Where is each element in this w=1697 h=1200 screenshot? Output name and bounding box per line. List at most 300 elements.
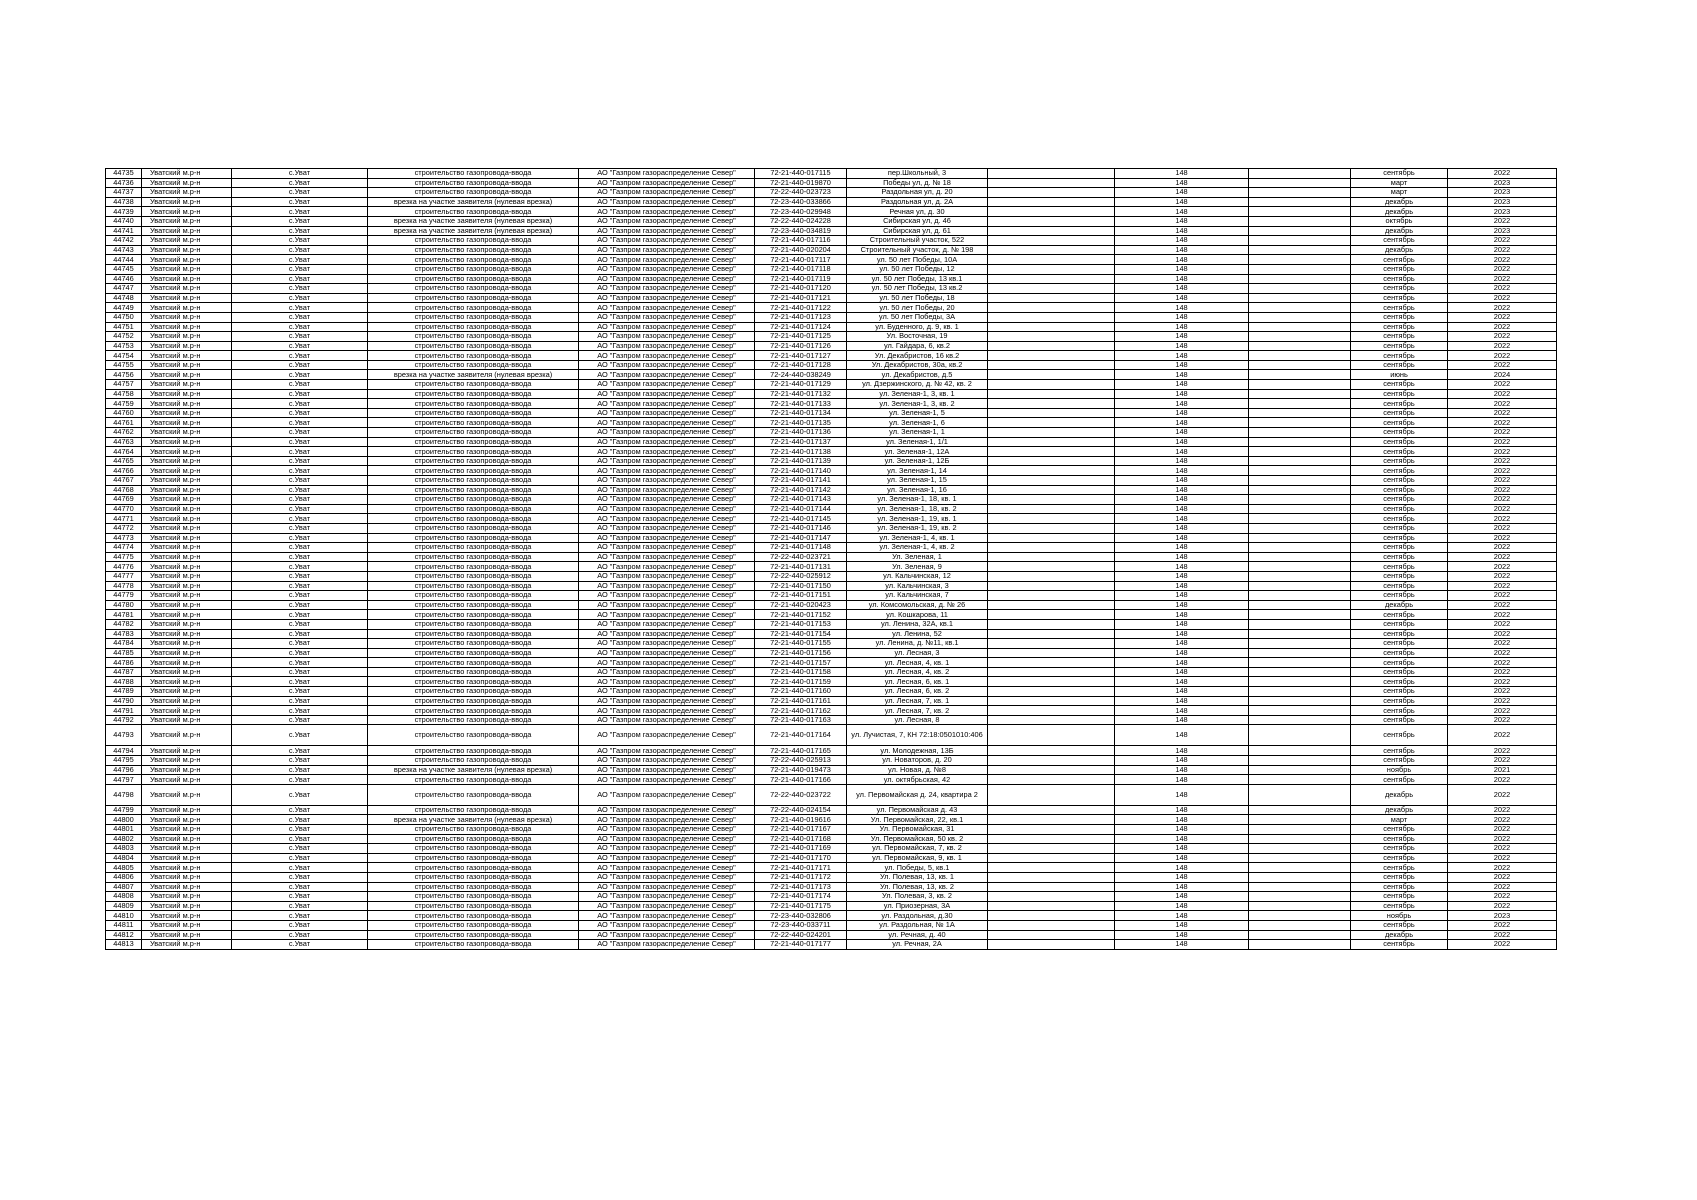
cell-district: Уватский м.р-н <box>142 437 232 447</box>
cell-year: 2022 <box>1448 428 1557 438</box>
cell-request-number: 72-21-440-017147 <box>755 533 847 543</box>
cell-request-number: 72-21-440-017164 <box>755 725 847 746</box>
cell-year: 2022 <box>1448 863 1557 873</box>
cell-locality: с.Уват <box>232 312 368 322</box>
table-row <box>106 775 1557 785</box>
cell-district: Уватский м.р-н <box>142 765 232 775</box>
cell-work-type: строительство газопровода-ввода <box>368 389 579 399</box>
cell-year: 2022 <box>1448 610 1557 620</box>
cell-request-number: 72-21-440-020423 <box>755 600 847 610</box>
table-row <box>106 552 1557 562</box>
cell-month: сентябрь <box>1351 715 1448 725</box>
cell-locality: с.Уват <box>232 284 368 294</box>
cell-organization: АО "Газпром газораспределение Север" <box>579 370 755 380</box>
cell-work-type: строительство газопровода-ввода <box>368 178 579 188</box>
cell-value: 148 <box>1115 312 1249 322</box>
cell-empty-column-2 <box>1249 341 1351 351</box>
cell-district: Уватский м.р-н <box>142 667 232 677</box>
cell-empty-column <box>988 844 1115 854</box>
cell-organization: АО "Газпром газораспределение Север" <box>579 293 755 303</box>
cell-work-type: строительство газопровода-ввода <box>368 341 579 351</box>
cell-organization: АО "Газпром газораспределение Север" <box>579 322 755 332</box>
cell-row-number: 44794 <box>106 746 142 756</box>
cell-organization: АО "Газпром газораспределение Север" <box>579 677 755 687</box>
table-row <box>106 543 1557 553</box>
cell-row-number: 44783 <box>106 629 142 639</box>
cell-work-type: строительство газопровода-ввода <box>368 466 579 476</box>
cell-value: 148 <box>1115 815 1249 825</box>
cell-locality: с.Уват <box>232 380 368 390</box>
cell-empty-column-2 <box>1249 380 1351 390</box>
cell-request-number: 72-21-440-017155 <box>755 639 847 649</box>
cell-address: Ул. Первомайская, 50 кв. 2 <box>847 834 988 844</box>
cell-organization: АО "Газпром газораспределение Север" <box>579 197 755 207</box>
cell-locality: с.Уват <box>232 853 368 863</box>
cell-year: 2022 <box>1448 853 1557 863</box>
cell-empty-column <box>988 207 1115 217</box>
table-row <box>106 485 1557 495</box>
cell-locality: с.Уват <box>232 639 368 649</box>
cell-request-number: 72-21-440-017117 <box>755 255 847 265</box>
cell-locality: с.Уват <box>232 264 368 274</box>
cell-locality: с.Уват <box>232 216 368 226</box>
cell-request-number: 72-21-440-017131 <box>755 562 847 572</box>
cell-empty-column <box>988 264 1115 274</box>
cell-value: 148 <box>1115 360 1249 370</box>
cell-organization: АО "Газпром газораспределение Север" <box>579 236 755 246</box>
cell-value: 148 <box>1115 765 1249 775</box>
table-row <box>106 892 1557 902</box>
cell-organization: АО "Газпром газораспределение Север" <box>579 514 755 524</box>
cell-year: 2022 <box>1448 485 1557 495</box>
cell-locality: с.Уват <box>232 332 368 342</box>
cell-request-number: 72-21-440-017141 <box>755 476 847 486</box>
cell-request-number: 72-21-440-017135 <box>755 418 847 428</box>
cell-value: 148 <box>1115 725 1249 746</box>
cell-request-number: 72-21-440-017133 <box>755 399 847 409</box>
table-row <box>106 591 1557 601</box>
cell-work-type: строительство газопровода-ввода <box>368 264 579 274</box>
table-row <box>106 303 1557 313</box>
cell-address: ул. Новая, д. №8 <box>847 765 988 775</box>
cell-district: Уватский м.р-н <box>142 746 232 756</box>
cell-locality: с.Уват <box>232 169 368 179</box>
cell-value: 148 <box>1115 882 1249 892</box>
cell-row-number: 44749 <box>106 303 142 313</box>
cell-work-type: строительство газопровода-ввода <box>368 255 579 265</box>
cell-district: Уватский м.р-н <box>142 312 232 322</box>
cell-locality: с.Уват <box>232 815 368 825</box>
cell-locality: с.Уват <box>232 207 368 217</box>
cell-empty-column <box>988 351 1115 361</box>
cell-organization: АО "Газпром газораспределение Север" <box>579 169 755 179</box>
cell-work-type: строительство газопровода-ввода <box>368 495 579 505</box>
table-row <box>106 169 1557 179</box>
cell-empty-column-2 <box>1249 274 1351 284</box>
data-table <box>105 168 1557 950</box>
cell-month: сентябрь <box>1351 437 1448 447</box>
cell-year: 2022 <box>1448 351 1557 361</box>
cell-locality: с.Уват <box>232 188 368 198</box>
cell-district: Уватский м.р-н <box>142 920 232 930</box>
cell-address: ул. Зеленая-1, 3, кв. 1 <box>847 389 988 399</box>
cell-month: ноябрь <box>1351 765 1448 775</box>
cell-empty-column-2 <box>1249 437 1351 447</box>
cell-locality: с.Уват <box>232 629 368 639</box>
cell-request-number: 72-21-440-017142 <box>755 485 847 495</box>
cell-address: ул. Лесная, 7, кв. 1 <box>847 696 988 706</box>
cell-empty-column <box>988 677 1115 687</box>
cell-locality: с.Уват <box>232 399 368 409</box>
cell-locality: с.Уват <box>232 197 368 207</box>
cell-year: 2022 <box>1448 629 1557 639</box>
cell-address: ул. Дзержинского, д. № 42, кв. 2 <box>847 380 988 390</box>
cell-empty-column <box>988 834 1115 844</box>
cell-empty-column-2 <box>1249 504 1351 514</box>
cell-locality: с.Уват <box>232 687 368 697</box>
cell-work-type: врезка на участке заявителя (нулевая врезка) <box>368 815 579 825</box>
cell-month: сентябрь <box>1351 399 1448 409</box>
cell-district: Уватский м.р-н <box>142 216 232 226</box>
cell-district: Уватский м.р-н <box>142 351 232 361</box>
table-row <box>106 765 1557 775</box>
cell-empty-column-2 <box>1249 863 1351 873</box>
table-row <box>106 495 1557 505</box>
table-row <box>106 264 1557 274</box>
cell-district: Уватский м.р-н <box>142 639 232 649</box>
cell-month: сентябрь <box>1351 658 1448 668</box>
cell-locality: с.Уват <box>232 834 368 844</box>
cell-empty-column-2 <box>1249 447 1351 457</box>
cell-district: Уватский м.р-н <box>142 825 232 835</box>
cell-locality: с.Уват <box>232 226 368 236</box>
cell-locality: с.Уват <box>232 805 368 815</box>
cell-request-number: 72-23-440-033711 <box>755 920 847 930</box>
cell-month: сентябрь <box>1351 756 1448 766</box>
cell-work-type: строительство газопровода-ввода <box>368 930 579 940</box>
cell-address: ул. 50 лет Победы, 10А <box>847 255 988 265</box>
cell-empty-column-2 <box>1249 715 1351 725</box>
cell-address: Строительный участок, 522 <box>847 236 988 246</box>
cell-locality: с.Уват <box>232 495 368 505</box>
cell-work-type: строительство газопровода-ввода <box>368 725 579 746</box>
cell-value: 148 <box>1115 591 1249 601</box>
cell-empty-column-2 <box>1249 882 1351 892</box>
table-row <box>106 581 1557 591</box>
cell-work-type: строительство газопровода-ввода <box>368 562 579 572</box>
cell-year: 2022 <box>1448 437 1557 447</box>
cell-district: Уватский м.р-н <box>142 756 232 766</box>
cell-work-type: строительство газопровода-ввода <box>368 380 579 390</box>
cell-month: сентябрь <box>1351 706 1448 716</box>
cell-request-number: 72-21-440-017175 <box>755 901 847 911</box>
cell-locality: с.Уват <box>232 178 368 188</box>
table-row <box>106 930 1557 940</box>
cell-empty-column <box>988 216 1115 226</box>
cell-empty-column-2 <box>1249 485 1351 495</box>
cell-address: ул. Раздольная, № 1А <box>847 920 988 930</box>
cell-value: 148 <box>1115 408 1249 418</box>
cell-empty-column-2 <box>1249 834 1351 844</box>
cell-row-number: 44812 <box>106 930 142 940</box>
cell-empty-column-2 <box>1249 610 1351 620</box>
cell-year: 2022 <box>1448 756 1557 766</box>
cell-address: ул. Зеленая-1, 19, кв. 2 <box>847 523 988 533</box>
cell-district: Уватский м.р-н <box>142 930 232 940</box>
cell-request-number: 72-21-440-017174 <box>755 892 847 902</box>
cell-work-type: строительство газопровода-ввода <box>368 844 579 854</box>
cell-request-number: 72-22-440-025912 <box>755 571 847 581</box>
cell-locality: с.Уват <box>232 677 368 687</box>
cell-row-number: 44751 <box>106 322 142 332</box>
cell-address: ул. 50 лет Победы, 13 кв.1 <box>847 274 988 284</box>
cell-month: сентябрь <box>1351 844 1448 854</box>
cell-locality: с.Уват <box>232 351 368 361</box>
cell-request-number: 72-22-440-023723 <box>755 188 847 198</box>
cell-address: ул. Зеленая-1, 18, кв. 2 <box>847 504 988 514</box>
cell-locality: с.Уват <box>232 872 368 882</box>
cell-row-number: 44813 <box>106 940 142 950</box>
cell-empty-column-2 <box>1249 911 1351 921</box>
cell-row-number: 44760 <box>106 408 142 418</box>
cell-empty-column-2 <box>1249 725 1351 746</box>
cell-empty-column-2 <box>1249 178 1351 188</box>
cell-request-number: 72-21-440-017146 <box>755 523 847 533</box>
cell-year: 2022 <box>1448 725 1557 746</box>
cell-value: 148 <box>1115 447 1249 457</box>
cell-locality: с.Уват <box>232 725 368 746</box>
cell-request-number: 72-21-440-017158 <box>755 667 847 677</box>
cell-empty-column <box>988 447 1115 457</box>
cell-year: 2023 <box>1448 188 1557 198</box>
cell-value: 148 <box>1115 911 1249 921</box>
cell-district: Уватский м.р-н <box>142 892 232 902</box>
cell-district: Уватский м.р-н <box>142 715 232 725</box>
cell-empty-column <box>988 543 1115 553</box>
cell-empty-column-2 <box>1249 332 1351 342</box>
cell-district: Уватский м.р-н <box>142 504 232 514</box>
cell-address: ул. Лесная, 8 <box>847 715 988 725</box>
cell-year: 2022 <box>1448 360 1557 370</box>
table-row <box>106 284 1557 294</box>
cell-district: Уватский м.р-н <box>142 775 232 785</box>
cell-empty-column-2 <box>1249 581 1351 591</box>
cell-month: сентябрь <box>1351 418 1448 428</box>
cell-work-type: строительство газопровода-ввода <box>368 805 579 815</box>
cell-address: ул. Ленина, 32А, кв.1 <box>847 619 988 629</box>
cell-organization: АО "Газпром газораспределение Север" <box>579 725 755 746</box>
cell-month: сентябрь <box>1351 428 1448 438</box>
cell-year: 2022 <box>1448 844 1557 854</box>
cell-value: 148 <box>1115 648 1249 658</box>
cell-request-number: 72-22-440-024154 <box>755 805 847 815</box>
table-row <box>106 533 1557 543</box>
cell-row-number: 44778 <box>106 581 142 591</box>
cell-empty-column <box>988 552 1115 562</box>
cell-district: Уватский м.р-н <box>142 197 232 207</box>
cell-row-number: 44791 <box>106 706 142 716</box>
table-row <box>106 853 1557 863</box>
cell-work-type: строительство газопровода-ввода <box>368 648 579 658</box>
cell-work-type: строительство газопровода-ввода <box>368 775 579 785</box>
cell-year: 2022 <box>1448 552 1557 562</box>
cell-empty-column <box>988 188 1115 198</box>
cell-month: сентябрь <box>1351 303 1448 313</box>
cell-organization: АО "Газпром газораспределение Север" <box>579 543 755 553</box>
cell-value: 148 <box>1115 504 1249 514</box>
cell-empty-column <box>988 619 1115 629</box>
cell-year: 2022 <box>1448 389 1557 399</box>
cell-request-number: 72-21-440-017167 <box>755 825 847 835</box>
cell-empty-column <box>988 533 1115 543</box>
cell-request-number: 72-21-440-017120 <box>755 284 847 294</box>
cell-empty-column <box>988 765 1115 775</box>
cell-value: 148 <box>1115 523 1249 533</box>
cell-empty-column-2 <box>1249 312 1351 322</box>
cell-address: Сибирская ул, д. 61 <box>847 226 988 236</box>
cell-row-number: 44761 <box>106 418 142 428</box>
cell-empty-column <box>988 562 1115 572</box>
table-row <box>106 863 1557 873</box>
cell-year: 2022 <box>1448 591 1557 601</box>
cell-organization: АО "Газпром газораспределение Север" <box>579 715 755 725</box>
cell-empty-column-2 <box>1249 476 1351 486</box>
cell-work-type: строительство газопровода-ввода <box>368 188 579 198</box>
cell-district: Уватский м.р-н <box>142 872 232 882</box>
cell-empty-column <box>988 805 1115 815</box>
cell-empty-column-2 <box>1249 696 1351 706</box>
cell-row-number: 44770 <box>106 504 142 514</box>
cell-locality: с.Уват <box>232 552 368 562</box>
cell-year: 2022 <box>1448 418 1557 428</box>
table-row <box>106 725 1557 746</box>
cell-empty-column <box>988 610 1115 620</box>
cell-value: 148 <box>1115 581 1249 591</box>
cell-work-type: строительство газопровода-ввода <box>368 706 579 716</box>
cell-work-type: строительство газопровода-ввода <box>368 274 579 284</box>
cell-value: 148 <box>1115 178 1249 188</box>
cell-district: Уватский м.р-н <box>142 629 232 639</box>
cell-month: сентябрь <box>1351 312 1448 322</box>
cell-row-number: 44768 <box>106 485 142 495</box>
cell-request-number: 72-21-440-017159 <box>755 677 847 687</box>
cell-value: 148 <box>1115 428 1249 438</box>
cell-empty-column-2 <box>1249 677 1351 687</box>
cell-organization: АО "Газпром газораспределение Север" <box>579 485 755 495</box>
cell-row-number: 44739 <box>106 207 142 217</box>
cell-empty-column-2 <box>1249 284 1351 294</box>
cell-row-number: 44788 <box>106 677 142 687</box>
cell-empty-column-2 <box>1249 815 1351 825</box>
cell-row-number: 44765 <box>106 456 142 466</box>
cell-empty-column <box>988 399 1115 409</box>
table-row <box>106 178 1557 188</box>
cell-request-number: 72-21-440-017123 <box>755 312 847 322</box>
cell-district: Уватский м.р-н <box>142 562 232 572</box>
table-row <box>106 844 1557 854</box>
cell-value: 148 <box>1115 226 1249 236</box>
cell-organization: АО "Газпром газораспределение Север" <box>579 756 755 766</box>
cell-value: 148 <box>1115 485 1249 495</box>
cell-work-type: строительство газопровода-ввода <box>368 418 579 428</box>
cell-locality: с.Уват <box>232 696 368 706</box>
cell-month: октябрь <box>1351 216 1448 226</box>
cell-empty-column-2 <box>1249 322 1351 332</box>
cell-request-number: 72-21-440-017168 <box>755 834 847 844</box>
cell-month: сентябрь <box>1351 834 1448 844</box>
cell-district: Уватский м.р-н <box>142 940 232 950</box>
cell-work-type: строительство газопровода-ввода <box>368 293 579 303</box>
cell-address: ул. Зеленая-1, 3, кв. 2 <box>847 399 988 409</box>
cell-empty-column-2 <box>1249 197 1351 207</box>
cell-work-type: строительство газопровода-ввода <box>368 284 579 294</box>
cell-request-number: 72-21-440-017119 <box>755 274 847 284</box>
cell-empty-column <box>988 600 1115 610</box>
cell-work-type: строительство газопровода-ввода <box>368 322 579 332</box>
cell-value: 148 <box>1115 571 1249 581</box>
cell-request-number: 72-21-440-019473 <box>755 765 847 775</box>
cell-district: Уватский м.р-н <box>142 552 232 562</box>
cell-organization: АО "Газпром газораспределение Север" <box>579 245 755 255</box>
cell-value: 148 <box>1115 466 1249 476</box>
cell-empty-column <box>988 746 1115 756</box>
cell-locality: с.Уват <box>232 523 368 533</box>
cell-locality: с.Уват <box>232 775 368 785</box>
table-row <box>106 715 1557 725</box>
cell-empty-column-2 <box>1249 389 1351 399</box>
table-row <box>106 360 1557 370</box>
table-row <box>106 341 1557 351</box>
cell-organization: АО "Газпром газораспределение Север" <box>579 274 755 284</box>
table-row <box>106 687 1557 697</box>
cell-month: сентябрь <box>1351 892 1448 902</box>
cell-value: 148 <box>1115 658 1249 668</box>
cell-month: сентябрь <box>1351 169 1448 179</box>
cell-work-type: строительство газопровода-ввода <box>368 552 579 562</box>
cell-year: 2023 <box>1448 226 1557 236</box>
cell-value: 148 <box>1115 284 1249 294</box>
cell-organization: АО "Газпром газораспределение Север" <box>579 303 755 313</box>
table-row <box>106 667 1557 677</box>
cell-address: ул. 50 лет Победы, 12 <box>847 264 988 274</box>
cell-organization: АО "Газпром газораспределение Север" <box>579 610 755 620</box>
cell-organization: АО "Газпром газораспределение Север" <box>579 591 755 601</box>
cell-organization: АО "Газпром газораспределение Север" <box>579 552 755 562</box>
cell-year: 2022 <box>1448 706 1557 716</box>
cell-row-number: 44777 <box>106 571 142 581</box>
cell-request-number: 72-21-440-017126 <box>755 341 847 351</box>
table-row <box>106 746 1557 756</box>
cell-year: 2022 <box>1448 581 1557 591</box>
cell-address: ул. Буденного, д. 9, кв. 1 <box>847 322 988 332</box>
cell-empty-column-2 <box>1249 216 1351 226</box>
cell-district: Уватский м.р-н <box>142 245 232 255</box>
cell-organization: АО "Газпром газораспределение Север" <box>579 805 755 815</box>
cell-work-type: строительство газопровода-ввода <box>368 853 579 863</box>
cell-empty-column-2 <box>1249 920 1351 930</box>
cell-organization: АО "Газпром газораспределение Север" <box>579 872 755 882</box>
cell-locality: с.Уват <box>232 504 368 514</box>
cell-work-type: строительство газопровода-ввода <box>368 591 579 601</box>
cell-locality: с.Уват <box>232 341 368 351</box>
cell-work-type: строительство газопровода-ввода <box>368 667 579 677</box>
cell-empty-column-2 <box>1249 495 1351 505</box>
table-row <box>106 399 1557 409</box>
cell-empty-column-2 <box>1249 706 1351 716</box>
cell-work-type: строительство газопровода-ввода <box>368 485 579 495</box>
cell-request-number: 72-21-440-019870 <box>755 178 847 188</box>
cell-row-number: 44786 <box>106 658 142 668</box>
